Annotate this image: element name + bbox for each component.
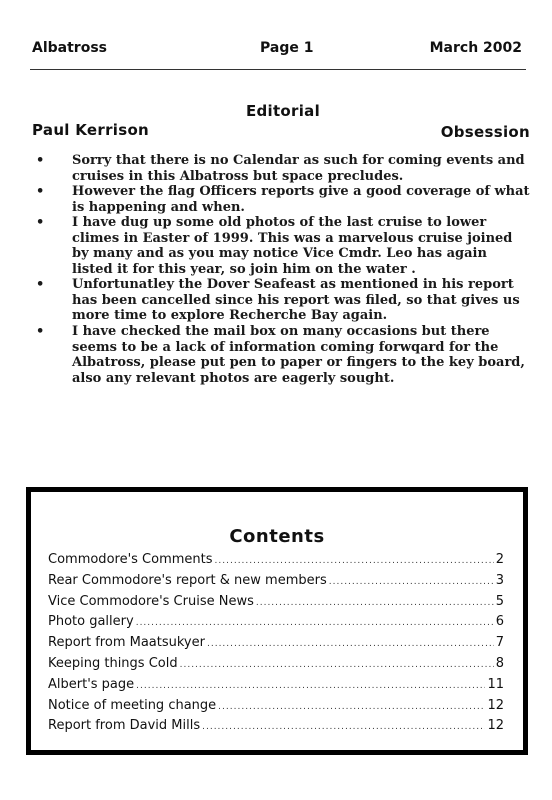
- dot-leader: [215, 556, 494, 566]
- dot-leader: [136, 681, 485, 691]
- editorial-bullet: [36, 153, 532, 184]
- editorial-title: Editorial: [245, 102, 321, 120]
- issue-date: March 2002: [429, 40, 522, 56]
- contents-entry: [48, 614, 504, 635]
- dot-leader: [218, 702, 485, 712]
- contents-entry-title: Keeping things Cold: [48, 655, 178, 671]
- dot-leader: [136, 618, 494, 628]
- editorial-bullet-list: [36, 153, 532, 386]
- contents-entry: [48, 573, 504, 594]
- dot-leader: [329, 577, 494, 587]
- editorial-bullet: [36, 277, 532, 324]
- bullet-icon: •: [36, 215, 45, 230]
- contents-entry-title: Report from David Mills: [48, 718, 201, 734]
- bullet-icon: •: [36, 324, 45, 339]
- contents-entry-page: 8: [495, 655, 504, 671]
- contents-entry: [48, 656, 504, 677]
- contents-entry: [48, 635, 504, 656]
- contents-entry: [48, 594, 504, 615]
- contents-entry-title: Rear Commodore's report & new members: [48, 572, 327, 588]
- editorial-bullet-text: Unfortunatley the Dover Seafeast as mentioned in his report has been cancelled since his report was filed, so that gives us more time to explore Recherche Bay again.: [72, 277, 520, 323]
- contents-entry-page: 3: [495, 572, 504, 588]
- editorial-bullet: [36, 215, 532, 277]
- bullet-icon: •: [36, 153, 45, 168]
- contents-entry-title: Photo gallery: [48, 614, 134, 630]
- page-number: Page 1: [260, 40, 314, 56]
- contents-box: [26, 487, 528, 755]
- contents-entry-page: 2: [495, 552, 504, 567]
- bullet-icon: •: [36, 277, 45, 292]
- page-header: [32, 40, 522, 60]
- contents-entry-page: 6: [495, 614, 504, 630]
- dot-leader: [202, 722, 485, 732]
- bullet-icon: •: [36, 184, 45, 199]
- contents-entry: [48, 677, 504, 698]
- dot-leader: [207, 639, 494, 649]
- editorial-bullet: [36, 324, 532, 386]
- contents-entry-page: 11: [487, 676, 504, 692]
- contents-entry: [48, 698, 504, 719]
- contents-entry-page: 12: [487, 697, 504, 713]
- contents-entry: [48, 552, 504, 573]
- contents-list: [48, 552, 504, 739]
- editorial-author: Paul Kerrison: [32, 121, 150, 139]
- editorial-bullet-text: I have dug up some old photos of the last cruise to lower climes in Easter of 1999. This was a marvelous cruise joined by many and as you may notice Vice Cmdr. Leo has again listed it for this year, so join him on the water .: [72, 215, 513, 277]
- contents-entry: [48, 718, 504, 739]
- editorial-topic: Obsession: [440, 123, 530, 141]
- publication-name: Albatross: [32, 40, 107, 56]
- contents-entry-title: Notice of meeting change: [48, 697, 217, 713]
- contents-entry-page: 7: [495, 635, 504, 651]
- contents-entry-title: Vice Commodore's Cruise News: [48, 593, 254, 609]
- contents-title: Contents: [229, 526, 325, 547]
- dot-leader: [180, 660, 494, 670]
- contents-entry-title: Report from Maatsukyer: [48, 635, 205, 651]
- contents-entry-page: 5: [495, 593, 504, 609]
- editorial-bullet-text: Sorry that there is no Calendar as such for coming events and cruises in this Albatross but space precludes.: [72, 153, 525, 184]
- dot-leader: [256, 598, 494, 608]
- contents-entry-title: Commodore's Comments: [48, 552, 213, 567]
- contents-entry-page: 12: [487, 718, 504, 734]
- header-rule: [30, 69, 526, 70]
- editorial-bullet: [36, 184, 532, 215]
- editorial-bullet-text: I have checked the mail box on many occasions but there seems to be a lack of information coming forwqard for the Albatross, please put pen to paper or fingers to the key board, also any relevant photos are eagerly sought.: [72, 324, 525, 386]
- contents-entry-title: Albert's page: [48, 676, 135, 692]
- editorial-bullet-text: However the flag Officers reports give a good coverage of what is happening and when.: [72, 184, 530, 215]
